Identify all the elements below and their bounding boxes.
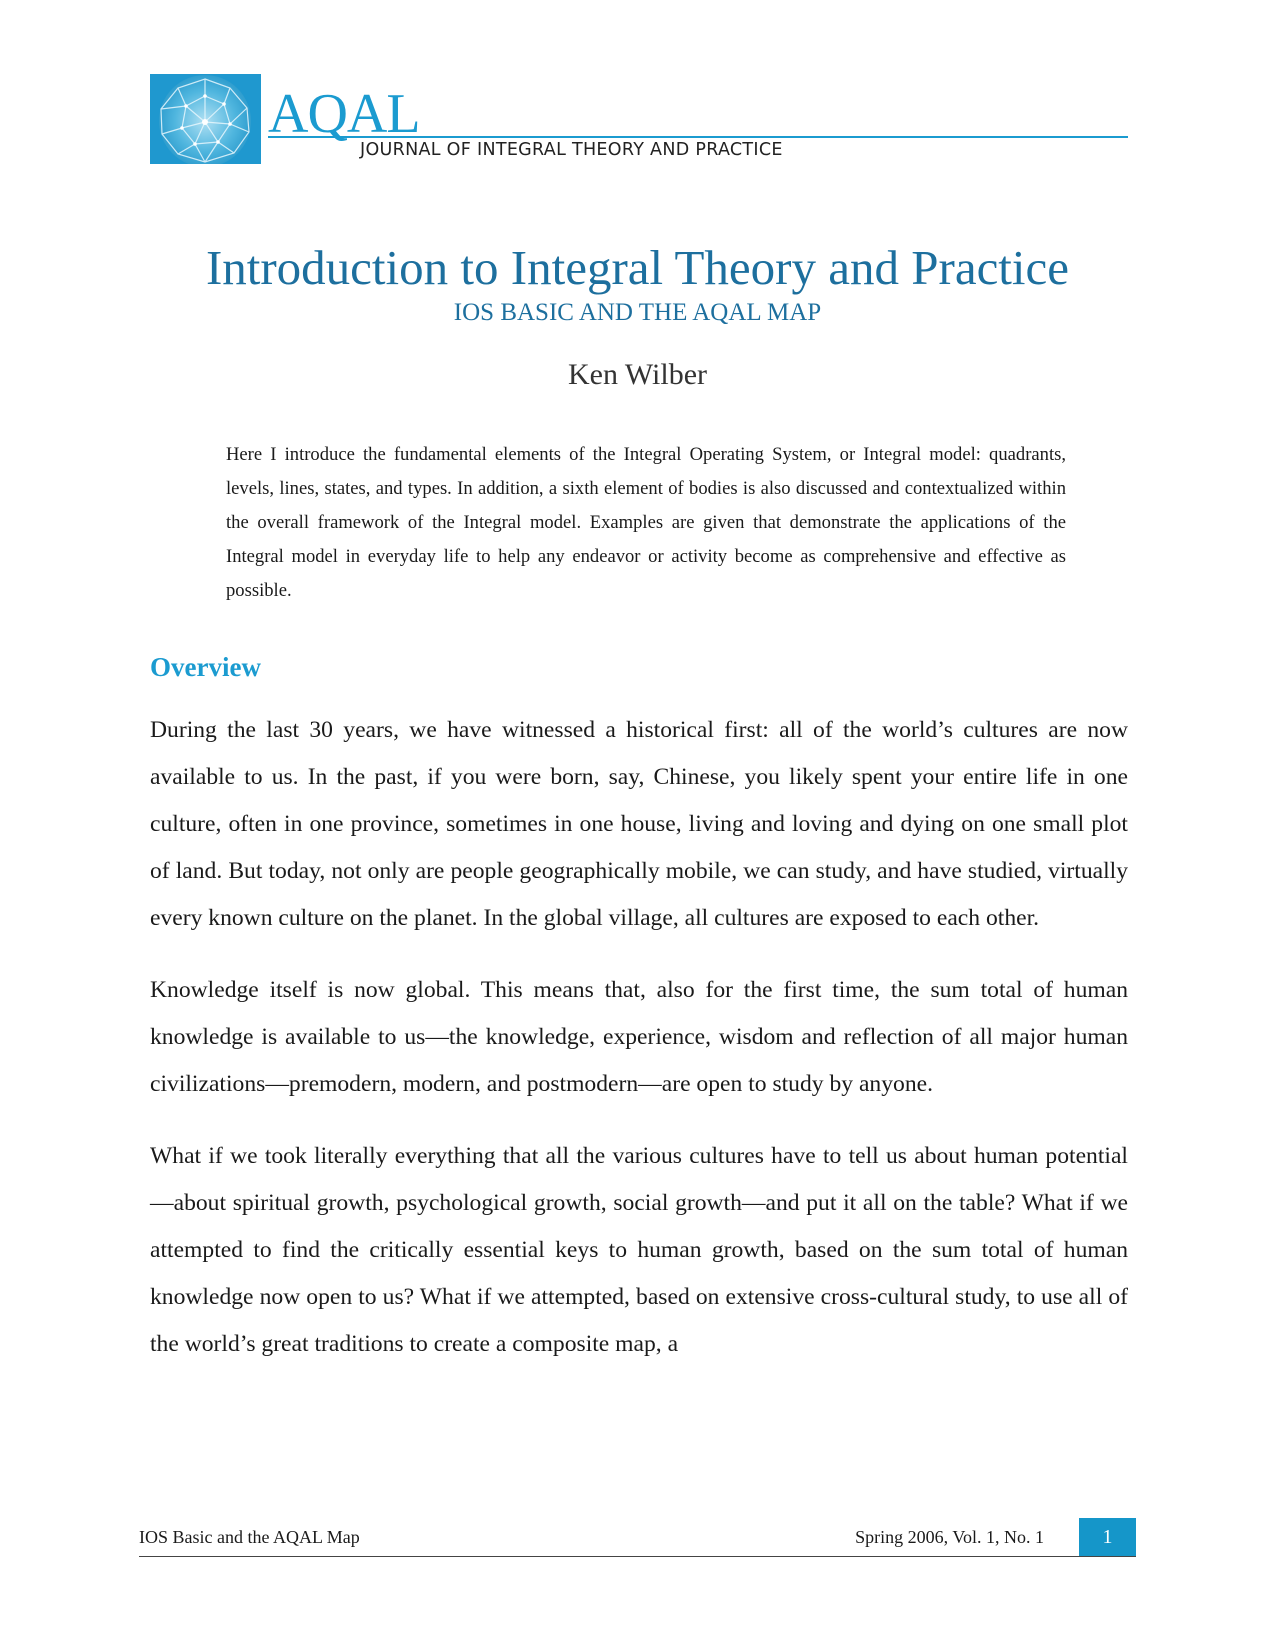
footer-issue-info: Spring 2006, Vol. 1, No. 1 bbox=[855, 1527, 1044, 1547]
geodesic-globe-icon bbox=[150, 74, 261, 164]
journal-header bbox=[150, 74, 1128, 166]
paper-title: Introduction to Integral Theory and Practice bbox=[205, 240, 1070, 295]
journal-name: AQAL bbox=[268, 83, 420, 145]
body-paragraph: Knowledge itself is now global. This means that, also for the first time, the sum total of human knowledge is available to us—the knowledge, experience, wisdom and reflection of all major human civilizations—premodern, modern, and postmodern—are open to study by anyone. bbox=[150, 977, 1128, 1097]
page-number: 1 bbox=[1079, 1518, 1136, 1556]
journal-header-rule bbox=[268, 136, 1128, 138]
body-paragraph: What if we took literally everything that all the various cultures have to tell us about human potential—about spiritual growth, psychological growth, social growth—and put it all on the table? What if we attempted to find the critically essential keys to human growth, based on the sum total of human knowledge now open to us? What if we attempted, based on extensive cross-cultural study, to use all of the world’s great traditions to create a composite map, a bbox=[150, 1143, 1128, 1357]
body-paragraph: During the last 30 years, we have witnessed a historical first: all of the world’s cultures are now available to us. In the past, if you were born, say, Chinese, you likely spent your entire life in one culture, often in one province, sometimes in one house, living and loving and dying on one small plot of land. But today, not only are people geographically mobile, we can study, and have studied, virtually every known culture on the planet. In the global village, all cultures are exposed to each other. bbox=[150, 717, 1128, 931]
footer-running-title: IOS Basic and the AQAL Map bbox=[139, 1527, 360, 1547]
page-footer bbox=[139, 1518, 1136, 1556]
abstract: Here I introduce the fundamental elements of the Integral Operating System, or Integral model: quadrants, levels, lines, states, and types. In addition, a sixth element of bodies is also discussed and contextualized within the overall framework of the Integral model. Examples are given that demonstrate the applications of the Integral model in everyday life to help any endeavor or activity become as comprehensive and effective as possible. bbox=[226, 444, 1066, 601]
paper-author: Ken Wilber bbox=[567, 358, 708, 391]
paper-subtitle: IOS BASIC AND THE AQAL MAP bbox=[453, 299, 822, 326]
section-body bbox=[150, 707, 1128, 1393]
footer-rule bbox=[139, 1556, 1136, 1557]
section-heading: Overview bbox=[150, 652, 261, 682]
journal-subtitle: JOURNAL OF INTEGRAL THEORY AND PRACTICE bbox=[360, 140, 783, 160]
